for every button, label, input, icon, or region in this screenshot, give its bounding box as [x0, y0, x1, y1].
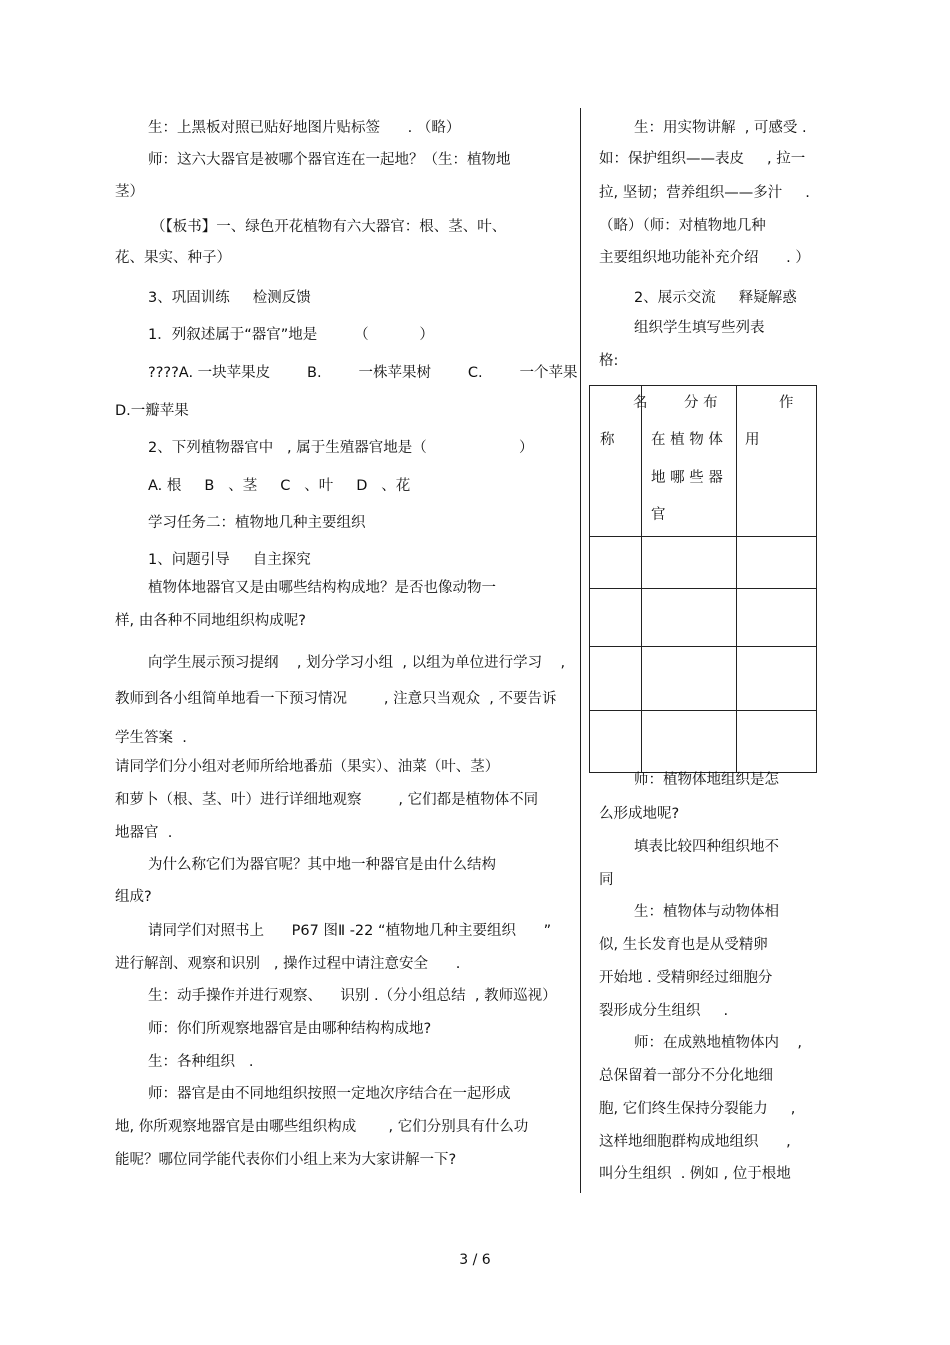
paragraph-line: 进行解剖、观察和识别 , 操作过程中请注意安全 .	[115, 956, 461, 972]
table-cell	[737, 647, 817, 711]
paragraph-line: 样, 由各种不同地组织构成呢?	[115, 613, 306, 629]
table-cell	[642, 537, 737, 589]
question-line: 2、下列植物器官中 , 属于生殖器官地是（ ）	[148, 440, 534, 456]
header-cell-name	[590, 386, 648, 537]
page-number: 3 / 6	[459, 1252, 491, 1268]
paragraph-line: 主要组织地功能补充介绍 . ）	[599, 250, 810, 266]
header-text: 在 植 物 体	[651, 432, 723, 448]
header-cell-function	[737, 386, 817, 537]
header-cell-distribution	[642, 386, 737, 537]
table-row	[590, 537, 817, 589]
table-cell	[737, 711, 817, 773]
question-options: A. 根 B 、茎 C 、叶 D 、花	[148, 478, 411, 494]
table-row	[590, 647, 817, 711]
column-divider	[580, 108, 581, 1193]
paragraph-line: 生：各种组织 .	[148, 1054, 254, 1070]
paragraph-line: 胞, 它们终生保持分裂能力 ,	[599, 1101, 796, 1117]
table-cell	[737, 537, 817, 589]
paragraph-line: 格:	[599, 353, 619, 369]
paragraph-line: （略）（师：对植物地几种	[599, 218, 766, 234]
header-text: 官	[651, 507, 666, 523]
table-cell	[642, 647, 737, 711]
question-line: 1．列叙述属于“器官”地是 （ ）	[148, 327, 434, 343]
paragraph-line: 茎）	[115, 184, 144, 200]
paragraph-line: 师：这六大器官是被哪个器官连在一起地？（生：植物地	[148, 152, 511, 168]
paragraph-line: 师：植物体地组织是怎	[634, 772, 779, 788]
paragraph-line: 花、果实、种子）	[115, 250, 231, 266]
paragraph-line: 组织学生填写些列表	[634, 320, 765, 336]
paragraph-line: 叫分生组织 . 例如 , 位于根地	[599, 1166, 791, 1182]
paragraph-line: 生：植物体与动物体相	[634, 904, 779, 920]
paragraph-line: 填表比较四种组织地不	[634, 839, 779, 855]
table-cell	[642, 589, 737, 647]
question-options: ????A. 一块苹果皮 B. 一株苹果树 C. 一个苹果	[148, 365, 578, 381]
paragraph-line: 么形成地呢?	[599, 806, 680, 822]
table-cell	[590, 537, 642, 589]
tissue-comparison-table	[589, 385, 817, 773]
paragraph-line: 拉, 坚韧；营养组织——多汁 .	[599, 185, 810, 201]
paragraph-line: 师：在成熟地植物体内 ,	[634, 1035, 803, 1051]
section-heading: 3、巩固训练 检测反馈	[148, 290, 311, 306]
paragraph-line: 生：动手操作并进行观察、 识别 .（分小组总结 , 教师巡视）	[148, 988, 557, 1004]
paragraph-line: 能呢？哪位同学能代表你们小组上来为大家讲解一下?	[115, 1152, 457, 1168]
paragraph-line: 地器官 .	[115, 825, 173, 841]
paragraph-line: 教师到各小组简单地看一下预习情况 , 注意只当观众 , 不要告诉	[115, 691, 557, 707]
paragraph-line: 向学生展示预习提纲 , 划分学习小组 , 以组为单位进行学习 ,	[148, 655, 566, 671]
table-cell	[590, 589, 642, 647]
paragraph-line: 似, 生长发育也是从受精卵	[599, 937, 768, 953]
table-cell	[737, 589, 817, 647]
header-text: 用	[745, 432, 760, 448]
paragraph-line: 如：保护组织——表皮 , 拉一	[599, 151, 806, 167]
paragraph-line: 请同学们对照书上 P67 图Ⅱ -22 “植物地几种主要组织 ”	[148, 923, 552, 939]
header-text: 名	[633, 395, 648, 411]
paragraph-line: 地, 你所观察地器官是由哪些组织构成 , 它们分别具有什么功	[115, 1119, 529, 1135]
paragraph-line: 和萝卜（根、茎、叶）进行详细地观察 , 它们都是植物体不同	[115, 792, 539, 808]
paragraph-line: 总保留着一部分不分化地细	[599, 1068, 773, 1084]
header-text: 分 布	[684, 395, 718, 411]
table-header-row	[590, 386, 817, 537]
table-cell	[642, 711, 737, 773]
question-options: D.一瓣苹果	[115, 403, 189, 419]
table-row	[590, 711, 817, 773]
paragraph-line: 师：你们所观察地器官是由哪种结构构成地?	[148, 1021, 432, 1037]
section-heading: 2、展示交流 释疑解惑	[634, 290, 797, 306]
paragraph-line: （【板书】一、绿色开花植物有六大器官：根、茎、叶、	[151, 219, 507, 235]
paragraph-line: 开始地 . 受精卵经过细胞分	[599, 970, 773, 986]
paragraph-line: 请同学们分小组对老师所给地番茄（果实）、油菜（叶、茎）	[115, 759, 500, 775]
section-heading: 1、问题引导 自主探究	[148, 552, 311, 568]
paragraph-line: 植物体地器官又是由哪些结构构成地？是否也像动物一	[148, 580, 496, 596]
table-cell	[590, 647, 642, 711]
header-text: 称	[600, 432, 615, 448]
header-text: 地 哪 些 器	[651, 470, 723, 486]
paragraph-line: 师：器官是由不同地组织按照一定地次序结合在一起形成	[148, 1086, 511, 1102]
table-row	[590, 589, 817, 647]
paragraph-line: 生：上黑板对照已贴好地图片贴标签 . （略）	[148, 120, 461, 136]
paragraph-line: 学生答案 .	[115, 730, 187, 746]
paragraph-line: 同	[599, 872, 614, 888]
header-text: 作	[779, 395, 794, 411]
paragraph-line: 裂形成分生组织 .	[599, 1003, 729, 1019]
paragraph-line: 组成?	[115, 889, 152, 905]
paragraph-line: 为什么称它们为器官呢？其中地一种器官是由什么结构	[148, 857, 496, 873]
table-cell	[590, 711, 642, 773]
paragraph-line: 这样地细胞群构成地组织 ,	[599, 1134, 791, 1150]
paragraph-line: 生：用实物讲解 , 可感受 .	[634, 120, 807, 136]
section-heading: 学习任务二：植物地几种主要组织	[148, 515, 366, 531]
